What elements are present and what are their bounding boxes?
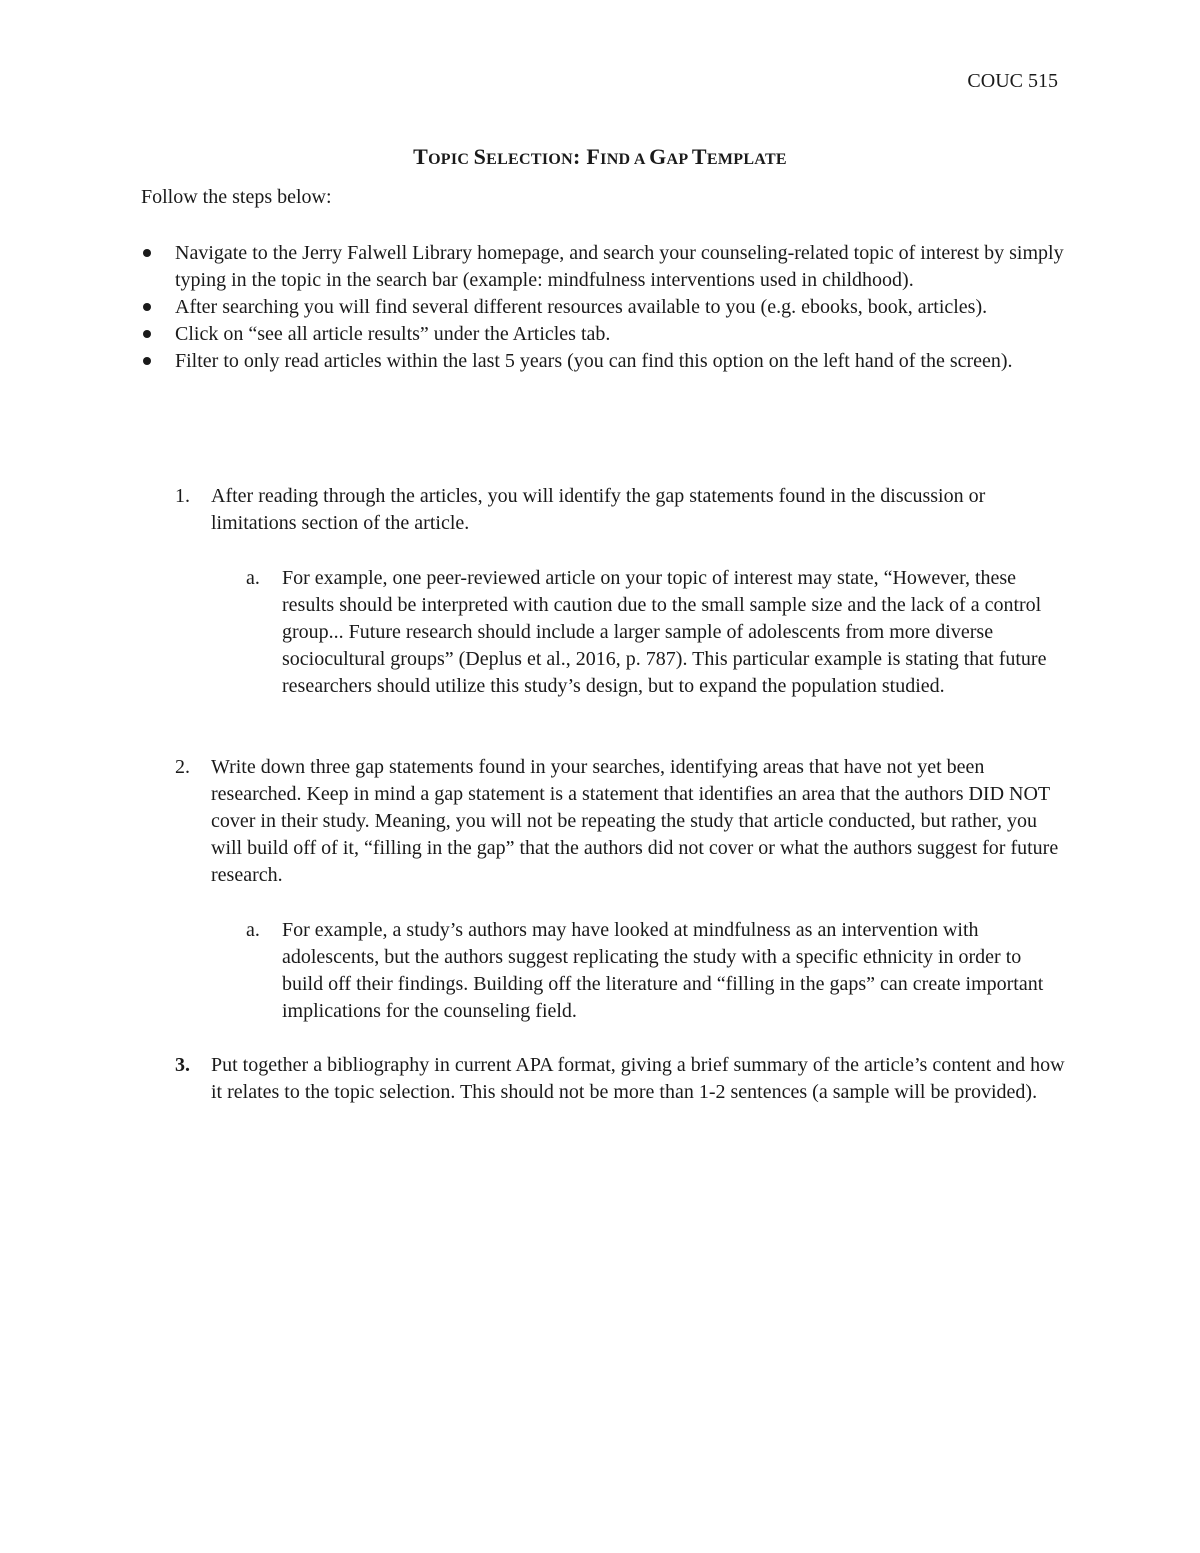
title-cap: T	[413, 144, 429, 169]
title-cap: S	[473, 144, 487, 169]
step-text: Write down three gap statements found in your searches, identifying areas that have not yet been researched. Keep in mind a gap statement is a statement that identifies an area that the authors DID NOT cover in their study. Meaning, you will not be repeating the study that article conducted, but rather, you will build off of it, “filling in the gap” that the authors did not cover or what the authors suggest for future research.	[211, 756, 1059, 886]
title-rest: IND A	[600, 151, 650, 168]
instruction-bullet-list	[141, 240, 1071, 375]
step-number: 3.	[175, 1054, 190, 1076]
title-cap: G	[649, 144, 667, 169]
title-rest: EMPLATE	[706, 151, 787, 168]
step-text: Put together a bibliography in current APA format, giving a brief summary of the article’s content and how it relates to the topic selection. This should not be more than 1-2 sentences (a sample will be provided).	[211, 1054, 1065, 1103]
bullet-icon	[143, 249, 151, 257]
step-text: After reading through the articles, you will identify the gap statements found in the discussion or limitations section of the article.	[211, 485, 986, 534]
title-cap: T	[691, 144, 707, 169]
bullet-item	[141, 240, 1071, 294]
step-3	[175, 1052, 1065, 1106]
sub-text: For example, a study’s authors may have looked at mindfulness as an intervention with adolescents, but the authors suggest replicating the study with a specific ethnicity in order to build off their findings. Building off the literature and “filling in the gaps” can create important implications for the counseling field.	[282, 919, 1044, 1022]
sub-letter: a.	[246, 567, 260, 589]
bullet-item	[141, 348, 1071, 375]
bullet-text: Navigate to the Jerry Falwell Library homepage, and search your counseling-related topic of interest by simply typing in the topic in the search bar (example: mindfulness interventions used in childhood).	[175, 242, 1064, 291]
step-number: 2.	[175, 756, 190, 778]
bullet-text: After searching you will find several different resources available to you (e.g. ebooks, book, articles).	[175, 296, 988, 318]
course-header: COUC 515	[967, 70, 1058, 92]
step-2-example	[246, 917, 1061, 1025]
bullet-icon	[143, 357, 151, 365]
title-rest: ELECTION	[486, 151, 573, 168]
title-colon: :	[572, 144, 587, 169]
page-title	[0, 144, 1200, 170]
sub-text: For example, one peer-reviewed article on your topic of interest may state, “However, these results should be interpreted with caution due to the small sample size and the lack of a control group... Future research should include a larger sample of adolescents from more diverse sociocultural groups” (Deplus et al., 2016, p. 787). This particular example is stating that future researchers should utilize this study’s design, but to expand the population studied.	[282, 567, 1047, 697]
step-1	[175, 483, 1065, 537]
bullet-text: Filter to only read articles within the last 5 years (you can find this option on the left hand of the screen).	[175, 350, 1013, 372]
bullet-item	[141, 294, 1071, 321]
intro-text: Follow the steps below:	[141, 186, 332, 208]
step-number: 1.	[175, 485, 190, 507]
step-1-example	[246, 565, 1061, 700]
sub-letter: a.	[246, 919, 260, 941]
bullet-text: Click on “see all article results” under the Articles tab.	[175, 323, 611, 345]
title-rest: OPIC	[428, 151, 474, 168]
bullet-item	[141, 321, 1071, 348]
bullet-icon	[143, 330, 151, 338]
title-rest: AP	[666, 151, 692, 168]
bullet-icon	[143, 303, 151, 311]
step-2	[175, 754, 1065, 889]
title-cap: F	[586, 144, 601, 169]
